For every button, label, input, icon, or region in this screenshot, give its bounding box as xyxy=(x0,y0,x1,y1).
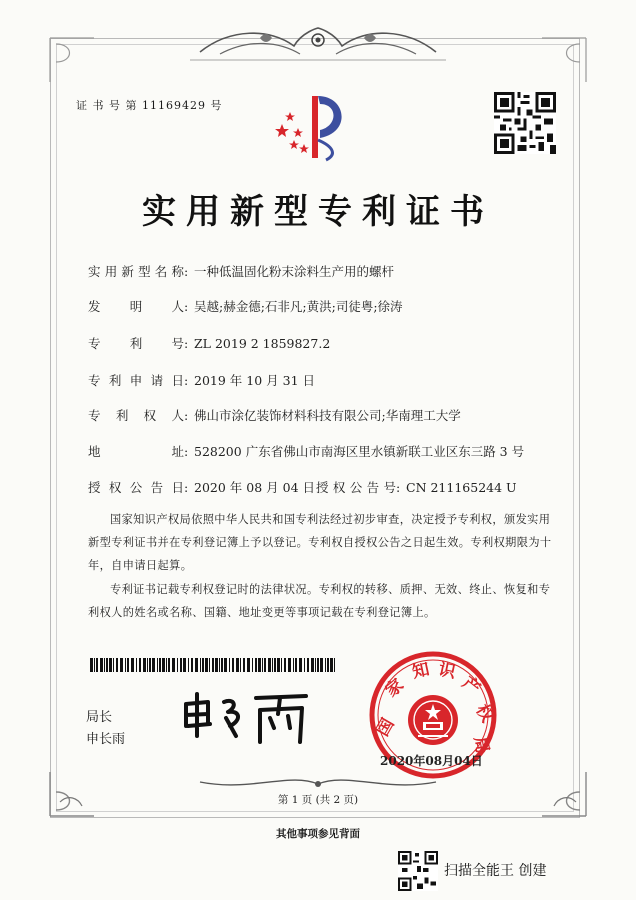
scanner-qr-icon xyxy=(398,851,438,891)
svg-text:局: 局 xyxy=(469,735,493,756)
cnipa-logo-icon xyxy=(268,86,358,162)
field-label: 专 利 权 人 xyxy=(88,408,184,423)
field-label: 发 明 人 xyxy=(88,299,184,314)
field-value: ZL 2019 2 1859827.2 xyxy=(194,336,331,351)
legal-note-1: 国家知识产权局依照中华人民共和国专利法经过初步审查，决定授予专利权，颁发实用新型专利证书并在专利登记簿上予以登记。专利权自授权公告之日起生效。专利权期限为十年，自申请日起算。 xyxy=(88,513,552,572)
field-value: 528200 广东省佛山市南海区里水镇新联工业区东三路 3 号 xyxy=(194,444,525,459)
field-address: 地 址: 528200 广东省佛山市南海区里水镇新联工业区东三路 3 号 xyxy=(88,444,525,459)
field-inventors: 发 明 人: 吴越;赫金德;石非凡;黄洪;司徒粤;徐涛 xyxy=(88,299,403,314)
field-label: 地 址 xyxy=(88,444,184,459)
field-value: 2020 年 08 月 04 日 xyxy=(194,480,315,495)
field-value: 吴越;赫金德;石非凡;黄洪;司徒粤;徐涛 xyxy=(194,299,403,314)
corner-ornament-bottom-left xyxy=(44,742,124,822)
director-signature-icon xyxy=(178,680,318,752)
field-grant-number: 授权公告号: CN 211165244 U xyxy=(316,480,517,495)
svg-text:家: 家 xyxy=(381,675,408,702)
svg-text:权: 权 xyxy=(471,701,498,726)
legal-note-2: 专利证书记载专利权登记时的法律状况。专利权的转移、质押、无效、终止、恢复和专利权人的姓名或名称、国籍、地址变更等事项记载在专利登记簿上。 xyxy=(88,583,551,619)
field-label: 专利申请日 xyxy=(88,373,184,388)
field-utility-model-name: 实用新型名称: 一种低温固化粉末涂料生产用的螺杆 xyxy=(88,264,395,279)
field-value: 佛山市涂亿装饰材料科技有限公司;华南理工大学 xyxy=(194,408,461,423)
svg-text:识: 识 xyxy=(436,659,458,683)
footer-note: 其他事项参见背面 xyxy=(276,828,360,840)
svg-text:国: 国 xyxy=(372,715,399,740)
field-label: 实用新型名称 xyxy=(88,264,184,279)
certificate-number: 证 书 号 第 11169429 号 xyxy=(76,99,223,112)
page-number: 第 1 页 (共 2 页) xyxy=(277,794,359,806)
field-value: 2019 年 10 月 31 日 xyxy=(194,373,315,388)
field-application-date: 专利申请日: 2019 年 10 月 31 日 xyxy=(88,373,315,388)
seal-date: 2020年08月04日 xyxy=(380,754,483,768)
top-ornament xyxy=(190,24,446,64)
field-value: CN 211165244 U xyxy=(406,480,517,495)
field-label: 授权公告号 xyxy=(316,480,396,495)
svg-text:产: 产 xyxy=(458,672,484,700)
field-patent-number: 专 利 号: ZL 2019 2 1859827.2 xyxy=(88,336,331,351)
corner-ornament-bottom-right xyxy=(512,742,592,822)
director-name: 申长雨 xyxy=(86,732,126,747)
barcode-icon xyxy=(90,658,335,672)
certificate-title: 实用新型专利证书 xyxy=(142,192,494,232)
field-patentee: 专 利 权 人: 佛山市涂亿装饰材料科技有限公司;华南理工大学 xyxy=(88,408,461,423)
svg-text:知: 知 xyxy=(410,659,432,683)
field-label: 专 利 号 xyxy=(88,336,184,351)
field-value: 一种低温固化粉末涂料生产用的螺杆 xyxy=(194,264,395,279)
field-label: 授权公告日 xyxy=(88,480,184,495)
qr-code-icon xyxy=(494,92,556,154)
director-title: 局长 xyxy=(86,710,113,725)
field-grant-date: 授权公告日: 2020 年 08 月 04 日 xyxy=(88,480,315,495)
scanner-watermark-label: 扫描全能王 创建 xyxy=(444,863,547,879)
